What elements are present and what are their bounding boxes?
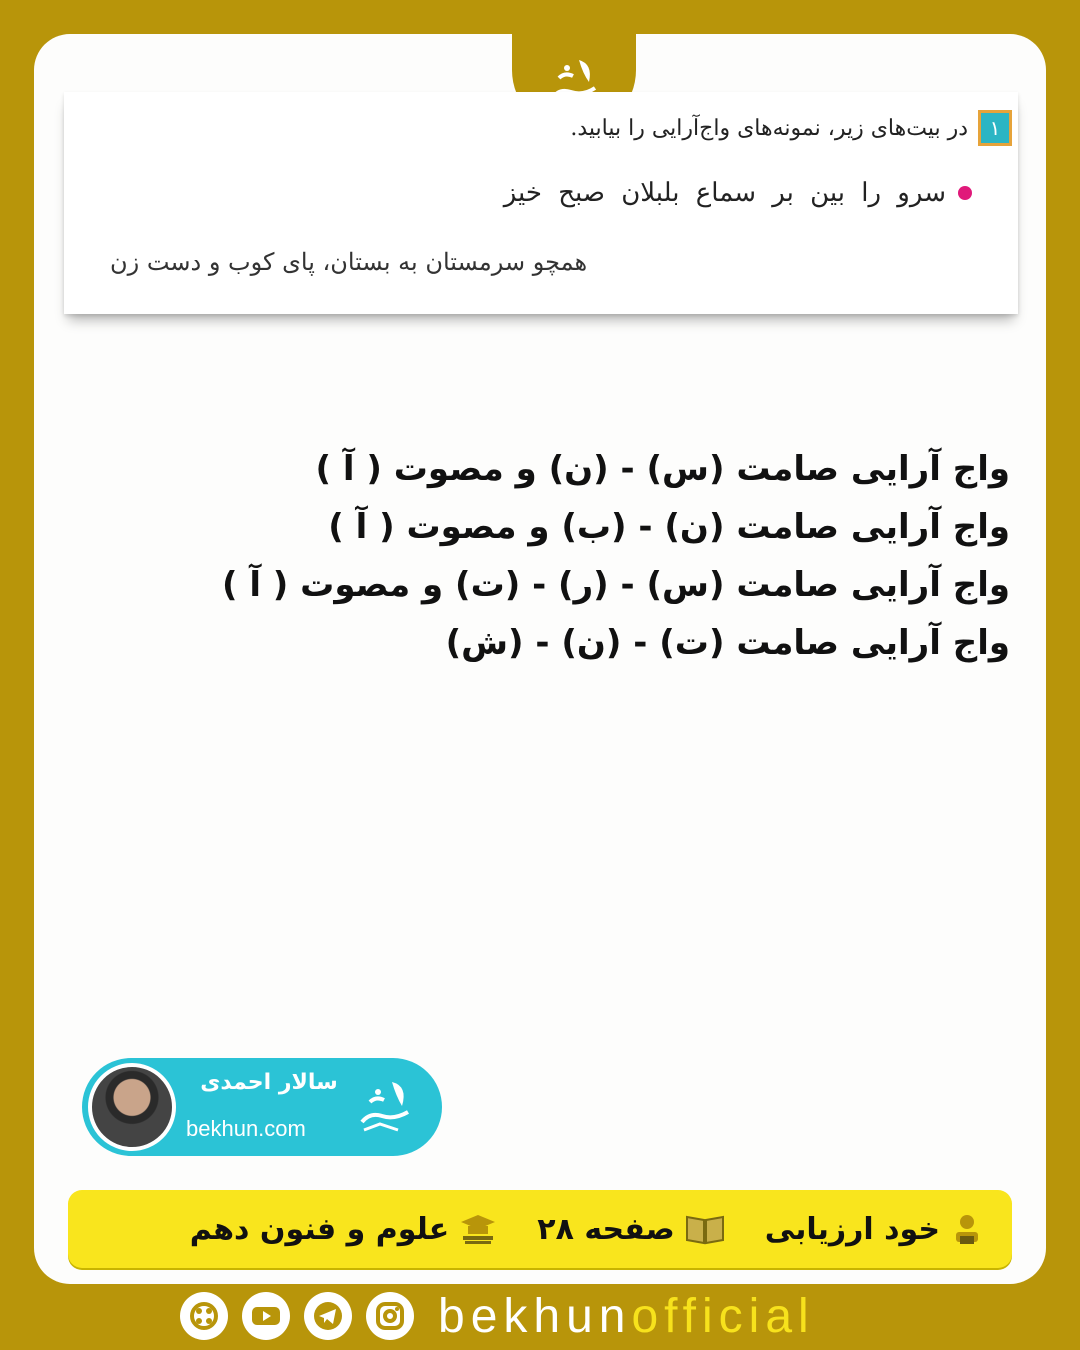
page-label: صفحه ۲۸ [537, 1211, 675, 1247]
graduation-cap-icon [459, 1212, 497, 1246]
author-name: سالار احمدی [200, 1070, 338, 1095]
author-site-link[interactable]: bekhun.com [186, 1116, 306, 1141]
question-row [570, 110, 1012, 146]
bekhun-logo-icon [352, 1074, 422, 1140]
info-page [537, 1212, 724, 1247]
aparat-icon[interactable] [180, 1292, 228, 1340]
author-badge [82, 1058, 442, 1156]
footer [180, 1288, 815, 1344]
bullet-icon [958, 186, 972, 200]
question-text: در بیت‌های زیر، نمونه‌های واج‌آرایی را بیابید. [570, 115, 968, 141]
answer-line: واج آرایی صامت (س) - (ر) - (ت) و مصوت ( آ ) [221, 565, 1010, 605]
answer-line: واج آرایی صامت (ت) - (ن) - (ش) [445, 623, 1010, 663]
answers-list [222, 440, 1010, 672]
textbook-excerpt [64, 92, 1018, 314]
section-label: خود ارزیابی [764, 1211, 940, 1247]
answer-line: واج آرایی صامت (س) - (ن) و مصوت ( آ ) [315, 449, 1010, 489]
avatar [88, 1063, 176, 1151]
subject-label: علوم و فنون دهم [189, 1211, 450, 1247]
verse-line-2: همچو سرمستان به بستان، پای کوب و دست زن [110, 248, 588, 276]
verse-first-line-row [504, 178, 972, 208]
brand-part-1: bekhun [438, 1289, 632, 1343]
book-icon [685, 1213, 725, 1245]
info-section [765, 1212, 984, 1247]
brand-part-2: official [631, 1289, 815, 1343]
instagram-icon[interactable] [366, 1292, 414, 1340]
youtube-icon[interactable] [242, 1292, 290, 1340]
info-subject [190, 1212, 498, 1247]
question-number: ۱ [978, 110, 1012, 146]
answer-line: واج آرایی صامت (ن) - (ب) و مصوت ( آ ) [328, 507, 1010, 547]
student-icon [950, 1212, 984, 1246]
info-bar [68, 1190, 1012, 1268]
verse-line-1: سرو را بین بر سماع بلبلان صبح خیز [503, 178, 946, 208]
brand-handle [438, 1289, 815, 1344]
telegram-icon[interactable] [304, 1292, 352, 1340]
